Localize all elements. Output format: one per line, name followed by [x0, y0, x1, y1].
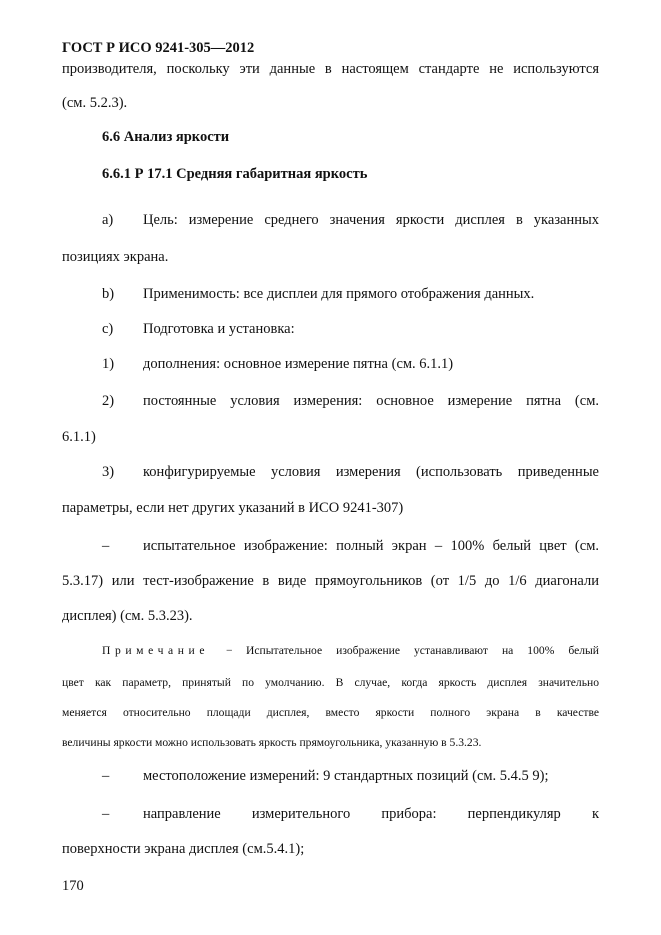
- item-c-text: Подготовка и установка:: [143, 321, 295, 337]
- item-c-marker: c): [102, 321, 114, 337]
- item-2-marker: 2): [102, 393, 115, 409]
- dash-3-word: перпендикуляр: [467, 806, 561, 822]
- dash-2-marker: –: [102, 768, 110, 784]
- dash-2-text: местоположение измерений: 9 стандартных позиций (см. 5.4.5 9);: [143, 768, 549, 784]
- item-b-text: Применимость: все дисплеи для прямого отображения данных.: [143, 286, 535, 302]
- dash-3-marker: –: [102, 806, 110, 822]
- note-line-3: меняется относительно площади дисплея, вместо яркости полного экрана в качестве: [62, 706, 599, 719]
- item-3-line-2: параметры, если нет других указаний в ИСО 9241-307): [62, 500, 404, 516]
- note-line-1: Испытательное изображение устанавливают на 100% белый: [246, 644, 599, 657]
- item-2-line-2: 6.1.1): [62, 429, 96, 445]
- item-a-line-1: Цель: измерение среднего значения яркости дисплея в указанных: [143, 212, 599, 228]
- dash-3-word: прибора:: [381, 806, 437, 822]
- note-dash: −: [226, 644, 233, 657]
- dash-3-word: к: [591, 806, 599, 822]
- dash-1-line-2: 5.3.17) или тест-изображение в виде прямоугольников (от 1/5 до 1/6 диагонали: [62, 573, 599, 589]
- item-1-marker: 1): [102, 356, 115, 372]
- item-2-line-1: постоянные условия измерения: основное измерение пятна (см.: [143, 393, 599, 409]
- subsection-heading: 6.6.1 Р 17.1 Средняя габаритная яркость: [102, 166, 368, 182]
- item-3-line-1: конфигурируемые условия измерения (использовать приведенные: [143, 464, 599, 480]
- intro-line-2: (см. 5.2.3).: [62, 95, 128, 111]
- dash-3-word: направление: [143, 806, 221, 822]
- dash-1-marker: –: [102, 538, 110, 554]
- note-line-4: величины яркости можно использовать яркость прямоугольника, указанную в 5.3.23.: [62, 736, 482, 749]
- section-heading: 6.6 Анализ яркости: [102, 129, 230, 145]
- page-number: 170: [62, 878, 84, 894]
- dash-3-word: измерительного: [251, 806, 351, 822]
- item-b-marker: b): [102, 286, 115, 302]
- note-label: Примечание: [102, 644, 210, 657]
- dash-1-line-3: дисплея) (см. 5.3.23).: [62, 608, 193, 624]
- note-line-2: цвет как параметр, принятый по умолчанию. В случае, когда яркость дисплея значительно: [62, 676, 599, 689]
- item-a-marker: а): [102, 212, 114, 228]
- item-a-line-2: позициях экрана.: [62, 249, 169, 265]
- dash-3-line-1: [143, 805, 599, 823]
- item-3-marker: 3): [102, 464, 115, 480]
- dash-3-line-2: поверхности экрана дисплея (см.5.4.1);: [62, 841, 305, 857]
- dash-1-line-1: испытательное изображение: полный экран – 100% белый цвет (см.: [143, 538, 599, 554]
- item-1-text: дополнения: основное измерение пятна (см. 6.1.1): [143, 356, 454, 372]
- page-header-standard-id: ГОСТ Р ИСО 9241-305—2012: [62, 40, 255, 56]
- intro-line-1: производителя, поскольку эти данные в настоящем стандарте не используются: [62, 61, 599, 77]
